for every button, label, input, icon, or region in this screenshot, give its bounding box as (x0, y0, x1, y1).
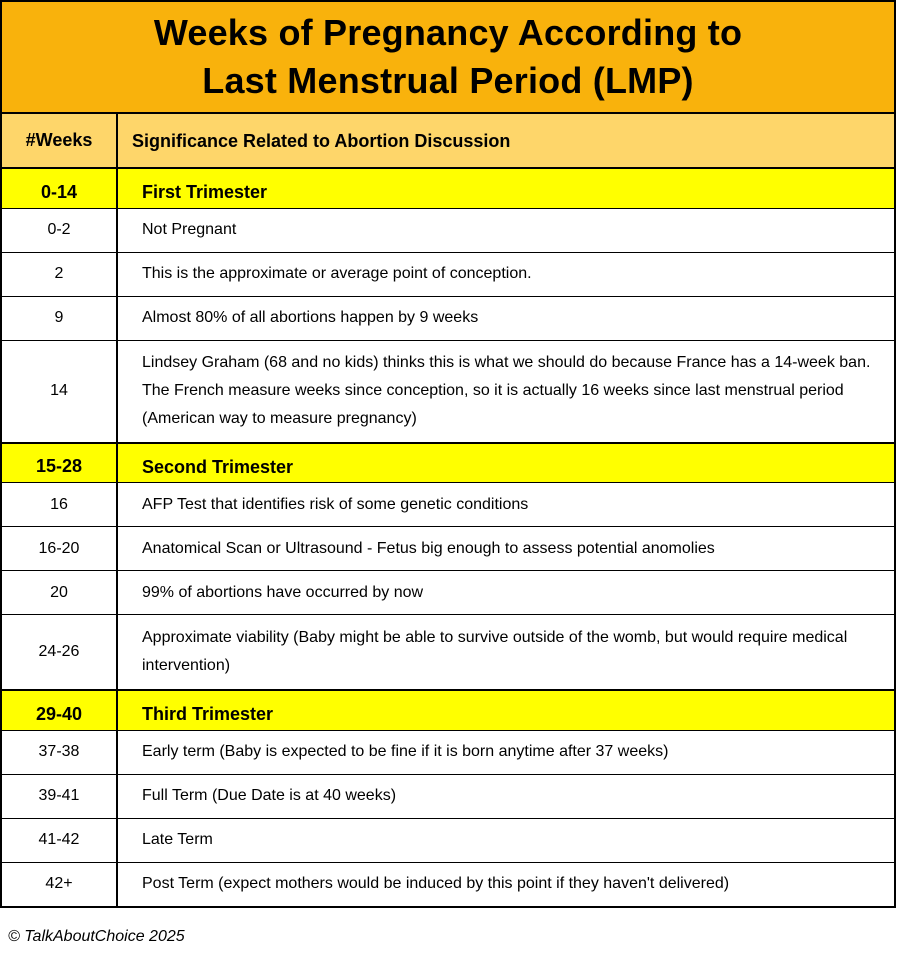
table-row (2, 571, 894, 615)
row-weeks: 2 (2, 252, 117, 296)
table-row (2, 774, 894, 818)
row-text: AFP Test that identifies risk of some genetic conditions (117, 483, 894, 527)
row-text: 99% of abortions have occurred by now (117, 571, 894, 615)
row-weeks: 24-26 (2, 615, 117, 691)
row-weeks: 39-41 (2, 774, 117, 818)
section-row-first-trimester (2, 168, 894, 208)
table-row (2, 818, 894, 862)
copyright-notice: © TalkAboutChoice 2025 (8, 928, 185, 945)
table-header-row (2, 114, 894, 168)
title-line-1: Weeks of Pregnancy According to (153, 12, 743, 53)
section-row-second-trimester (2, 443, 894, 483)
row-text: Lindsey Graham (68 and no kids) thinks this is what we should do because France has a 14-week ban. The French measure weeks since conception, so it is actually 16 weeks since last menstrual period (American way to measure pregnancy) (117, 340, 894, 443)
table-row (2, 340, 894, 443)
section-label: Second Trimester (117, 443, 894, 483)
section-label: First Trimester (117, 168, 894, 208)
row-text: Almost 80% of all abortions happen by 9 weeks (117, 296, 894, 340)
row-text: Not Pregnant (117, 208, 894, 252)
table-row (2, 615, 894, 691)
row-weeks: 41-42 (2, 818, 117, 862)
row-text: Approximate viability (Baby might be able to survive outside of the womb, but would require medical intervention) (117, 615, 894, 691)
row-text: Post Term (expect mothers would be induced by this point if they haven't delivered) (142, 875, 730, 892)
row-weeks: 16 (2, 483, 117, 527)
title-line-2: Last Menstrual Period (LMP) (202, 60, 694, 101)
row-weeks: 37-38 (2, 730, 117, 774)
table-row (2, 730, 894, 774)
row-weeks: 16-20 (2, 527, 117, 571)
table-row (2, 252, 894, 296)
row-text: This is the approximate or average point of conception. (117, 252, 894, 296)
row-weeks: 9 (2, 296, 117, 340)
section-weeks: 0-14 (2, 168, 117, 208)
row-text: Anatomical Scan or Ultrasound - Fetus big enough to assess potential anomolies (117, 527, 894, 571)
section-weeks: 15-28 (2, 443, 117, 483)
section-row-third-trimester (2, 690, 894, 730)
section-label: Third Trimester (117, 690, 894, 730)
row-weeks: 42+ (2, 862, 117, 906)
table-row (2, 862, 894, 906)
header-weeks: #Weeks (2, 114, 117, 168)
table-row (2, 483, 894, 527)
row-text: Full Term (Due Date is at 40 weeks) (117, 774, 894, 818)
row-weeks: 0-2 (2, 208, 117, 252)
section-weeks: 29-40 (2, 690, 117, 730)
row-text: Early term (Baby is expected to be fine if it is born anytime after 37 weeks) (117, 730, 894, 774)
row-text: Late Term (117, 818, 894, 862)
chart-title (2, 2, 894, 114)
table-row (2, 296, 894, 340)
table-row (2, 208, 894, 252)
row-weeks: 14 (2, 340, 117, 443)
table-row (2, 527, 894, 571)
weeks-table (2, 114, 894, 906)
header-significance: Significance Related to Abortion Discussion (117, 114, 894, 168)
row-weeks: 20 (2, 571, 117, 615)
